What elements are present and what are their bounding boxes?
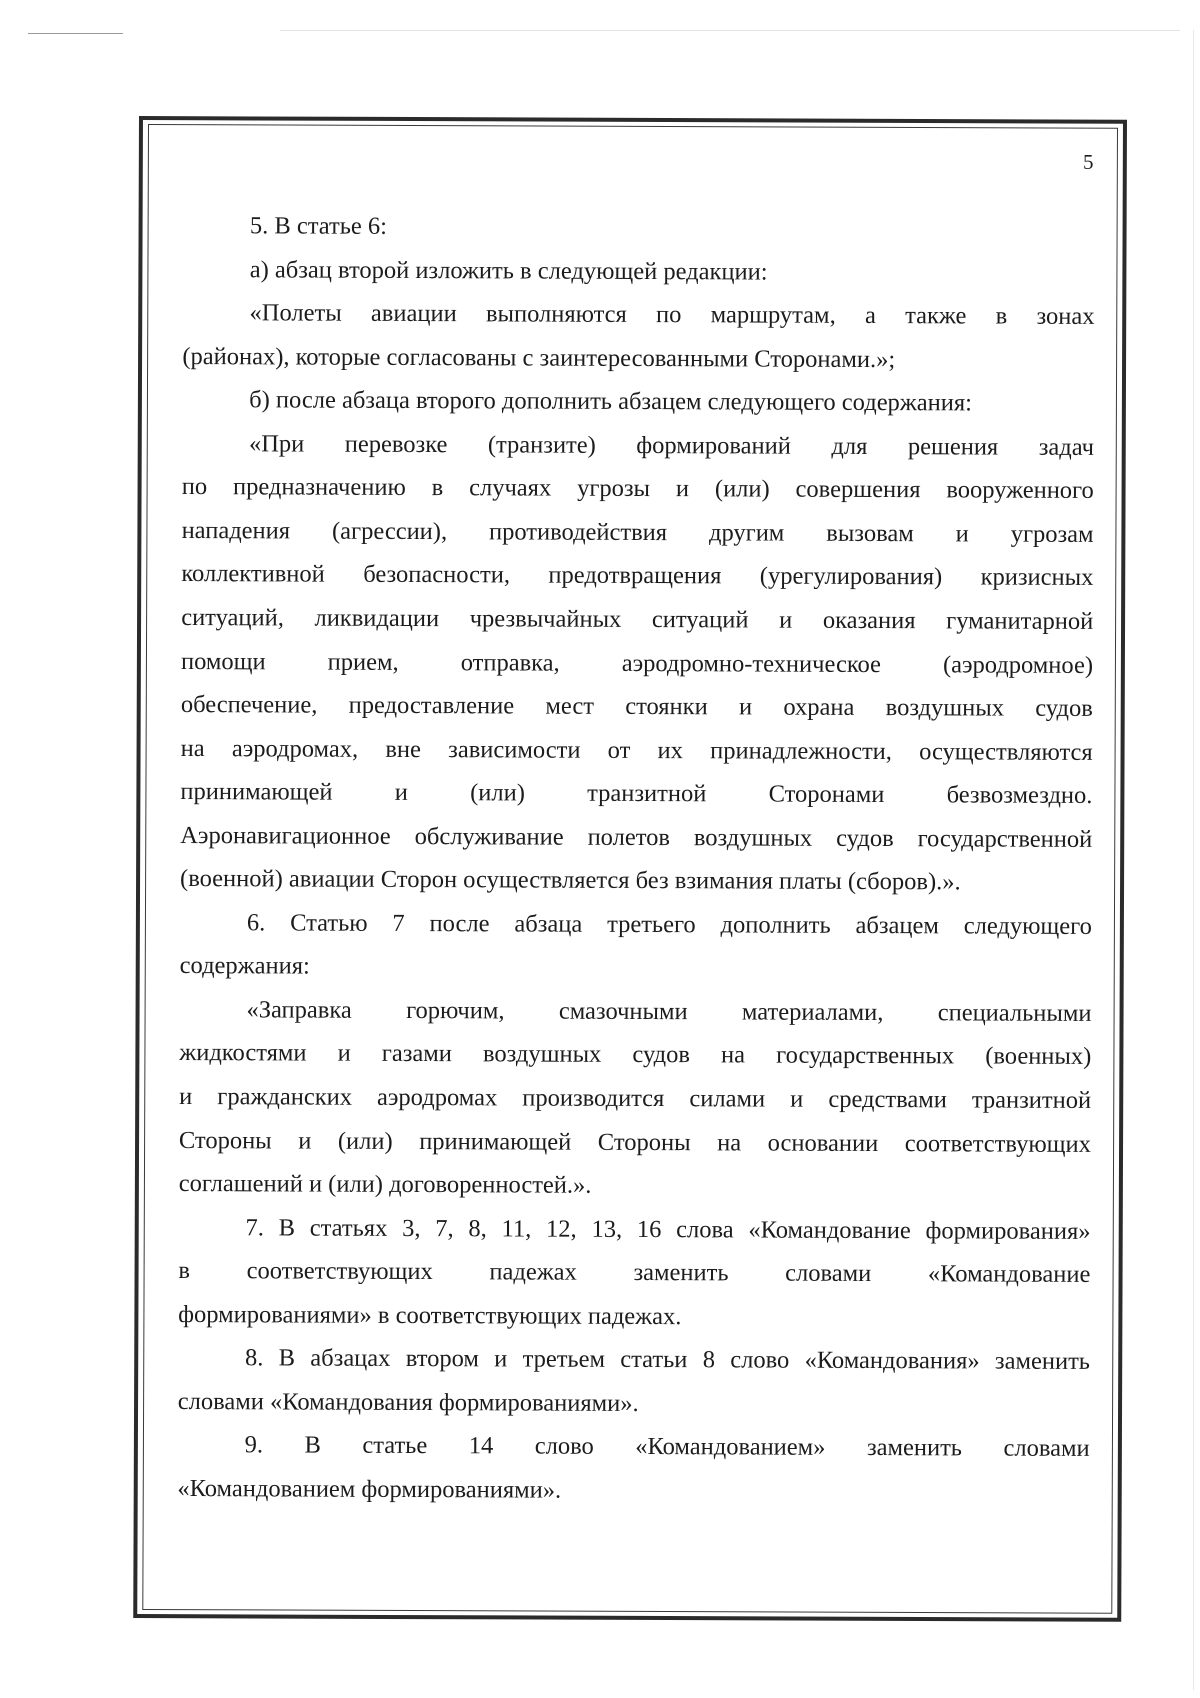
text-line: а) абзац второй изложить в следующей редакции: (249, 255, 768, 286)
text-line: «При перевозке (транзите) формирований для решения задач (248, 430, 1095, 461)
text-line: на аэродромах, вне зависимости от их принадлежности, осуществляются (180, 734, 1093, 766)
text-line: жидкостями и газами воздушных судов на государственных (военных) (179, 1039, 1092, 1071)
text-line: словами «Командования формированиями». (177, 1387, 639, 1417)
text-line: б) после абзаца второго дополнить абзацем следующего содержания: (249, 386, 973, 417)
text-line: Аэронавигационное обслуживание полетов воздушных судов государственной (180, 821, 1093, 853)
text-line: по предназначению в случаях угрозы и (или) совершения вооруженного (181, 473, 1094, 505)
scan-artifact-edge (1193, 30, 1194, 1690)
text-line: 8. В абзацах втором и третьем статьи 8 слово «Командования» заменить (244, 1344, 1091, 1376)
text-line: 6. Статью 7 после абзаца третьего дополнить абзацем следующего (246, 909, 1092, 940)
text-line: обеспечение, предоставление мест стоянки и охрана воздушных судов (180, 691, 1093, 723)
text-line: коллективной безопасности, предотвращения (урегулирования) кризисных (181, 560, 1094, 592)
text-line: и гражданских аэродромах производится силами и средствами транзитной (179, 1082, 1092, 1114)
text-line: принимающей и (или) транзитной Сторонами безвозмездно. (180, 778, 1093, 810)
text-line: соглашений и (или) договоренностей.». (178, 1170, 592, 1199)
text-line: (районах), которые согласованы с заинтересованными Сторонами.»; (182, 342, 896, 373)
text-line: 7. В статьях 3, 7, 8, 11, 12, 13, 16 слова «Командование формирования» (245, 1213, 1091, 1245)
scan-artifact-line (28, 33, 123, 34)
text-line: содержания: (179, 952, 310, 980)
text-line: нападения (агрессии), противодействия другим вызовам и угрозам (181, 516, 1094, 548)
text-line: (военной) авиации Сторон осуществляется без взимания платы (сборов).». (180, 865, 961, 896)
text-line: «Заправка горючим, смазочными материалами, специальными (246, 996, 1092, 1027)
text-line: 9. В статье 14 слово «Командованием» заменить словами (244, 1431, 1090, 1463)
text-line: ситуаций, ликвидации чрезвычайных ситуаций и оказания гуманитарной (181, 603, 1094, 635)
text-line: «Командованием формированиями». (177, 1474, 562, 1504)
text-line: Стороны и (или) принимающей Стороны на основании соответствующих (178, 1126, 1091, 1158)
text-line: 5. В статье 6: (249, 212, 388, 240)
page-number: 5 (1083, 150, 1094, 174)
text-line: формированиями» в соответствующих падежах. (178, 1300, 682, 1330)
scan-artifact-line (280, 30, 1180, 31)
text-line: «Полеты авиации выполняются по маршрутам, а также в зонах (249, 299, 1095, 331)
text-line: в соответствующих падежах заменить словами «Командование (178, 1257, 1091, 1289)
text-line: помощи прием, отправка, аэродромно-техническое (аэродромное) (180, 647, 1094, 679)
